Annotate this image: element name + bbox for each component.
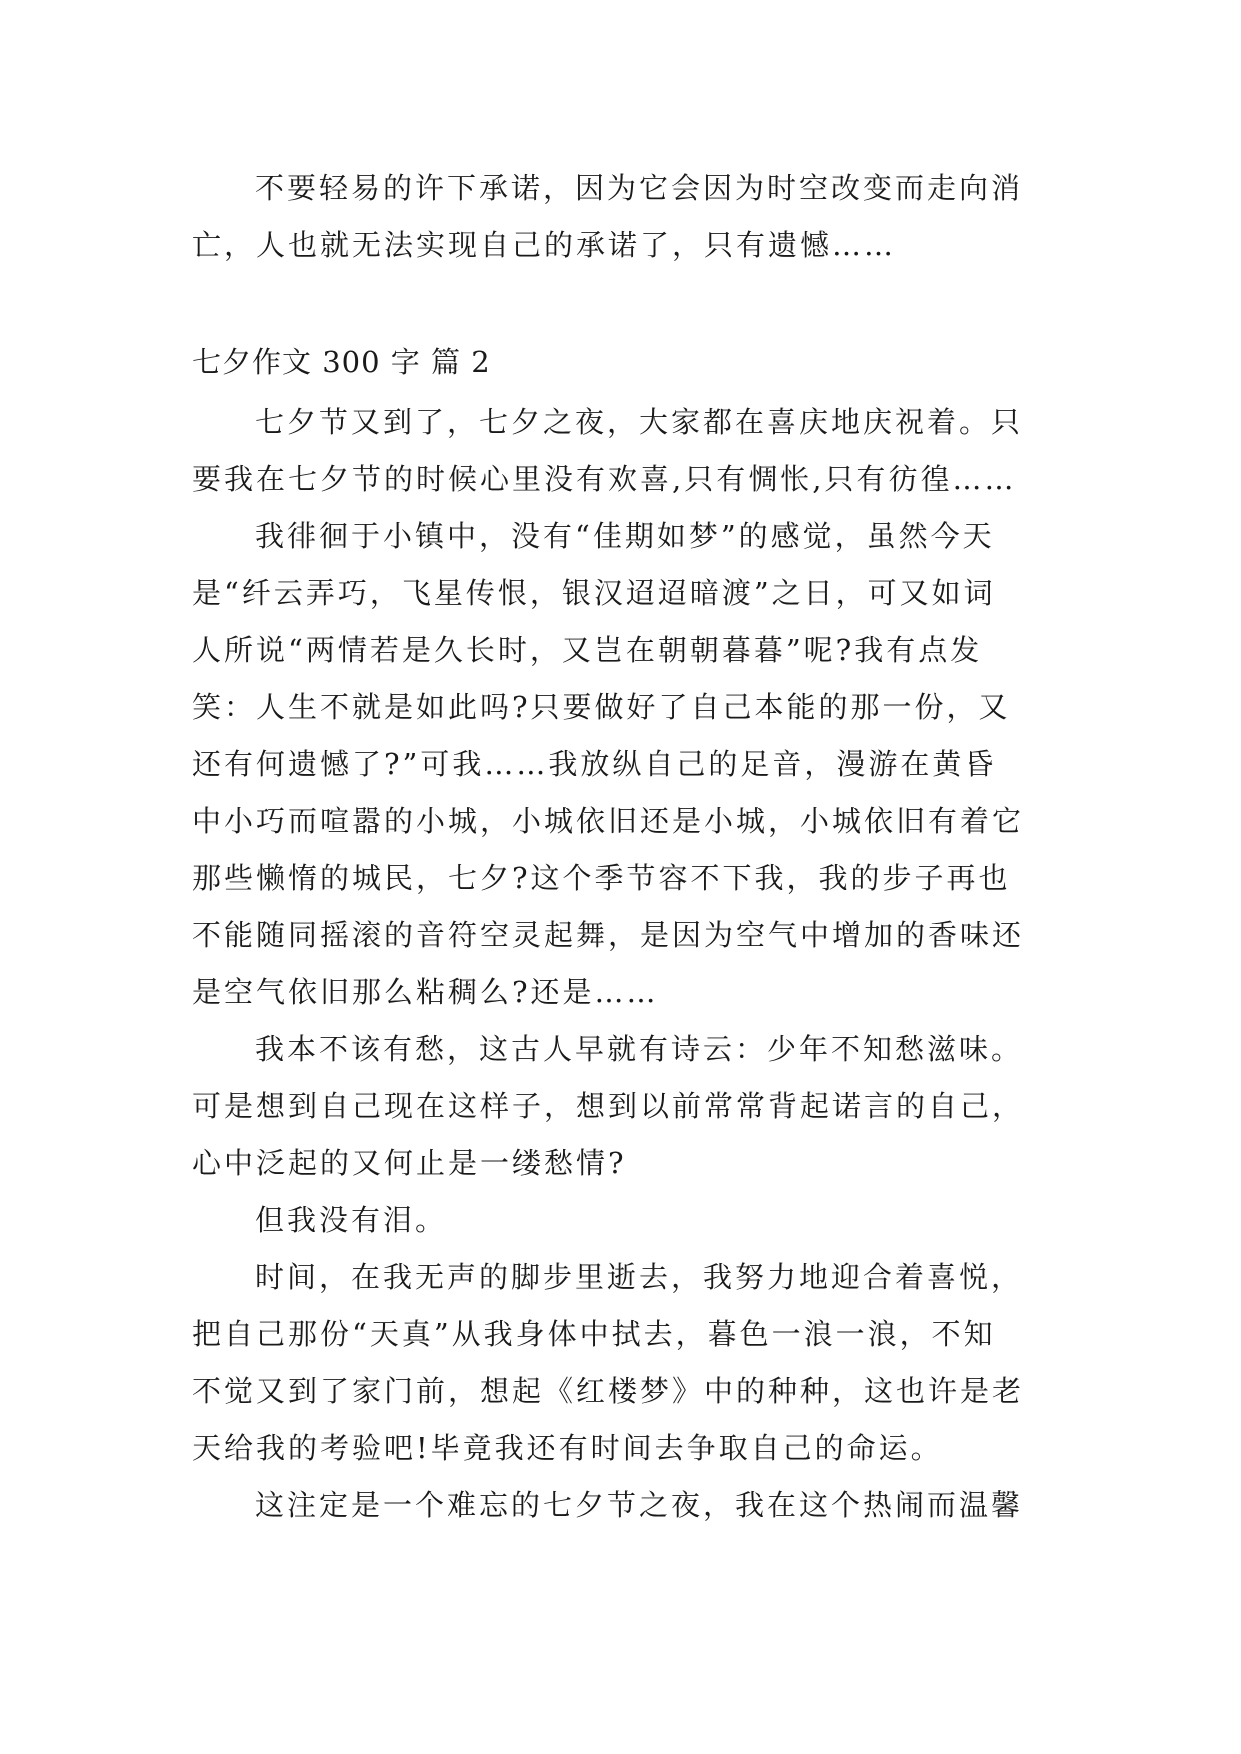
- text-line: 我徘徊于小镇中，没有“佳期如梦”的感觉，虽然今天: [255, 519, 995, 553]
- text-line: 是“纤云弄巧，飞星传恨，银汉迢迢暗渡”之日，可又如词: [192, 576, 996, 610]
- text-line: 不觉又到了家门前，想起《红楼梦》中的种种，这也许是老: [192, 1374, 1025, 1408]
- text-line: 心中泛起的又何止是一缕愁情?: [192, 1146, 627, 1180]
- paragraph-7: [192, 1477, 1054, 1534]
- text-line: 那些懒惰的城民，七夕?这个季节容不下我，我的步子再也: [192, 861, 1011, 895]
- section-heading: 七夕作文 300 字 篇 2: [192, 345, 491, 379]
- text-line: 七夕节又到了，七夕之夜，大家都在喜庆地庆祝着。只: [255, 405, 1024, 439]
- text-line: 但我没有泪。: [255, 1203, 448, 1237]
- text-line: 把自己那份“天真”从我身体中拭去，暮色一浪一浪，不知: [192, 1317, 996, 1351]
- paragraph-2: [192, 394, 1054, 508]
- paragraph-3: [192, 508, 1054, 1021]
- text-line: 不能随同摇滚的音符空灵起舞，是因为空气中增加的香味还: [192, 918, 1025, 952]
- paragraph-1: [192, 160, 1054, 274]
- text-line: 可是想到自己现在这样子，想到以前常常背起诺言的自己，: [192, 1089, 1025, 1123]
- text-line: 要我在七夕节的时候心里没有欢喜,只有惆怅,只有彷徨……: [192, 462, 1017, 496]
- text-line: 不要轻易的许下承诺，因为它会因为时空改变而走向消: [255, 171, 1024, 205]
- text-line: 时间，在我无声的脚步里逝去，我努力地迎合着喜悦，: [255, 1260, 1024, 1294]
- text-line: 亡，人也就无法实现自己的承诺了，只有遗憾……: [192, 228, 897, 262]
- text-line: 是空气依旧那么粘稠么?还是……: [192, 975, 659, 1009]
- text-line: 这注定是一个难忘的七夕节之夜，我在这个热闹而温馨: [255, 1488, 1024, 1522]
- text-line: 天给我的考验吧!毕竟我还有时间去争取自己的命运。: [192, 1431, 943, 1465]
- paragraph-4: [192, 1021, 1054, 1192]
- text-line: 人所说“两情若是久长时，又岂在朝朝暮暮”呢?我有点发: [192, 633, 983, 667]
- text-line: 我本不该有愁，这古人早就有诗云：少年不知愁滋味。: [255, 1032, 1024, 1066]
- text-line: 还有何遗憾了?”可我……我放纵自己的足音，漫游在黄昏: [192, 747, 997, 781]
- paragraph-6: [192, 1249, 1054, 1477]
- text-line: 中小巧而喧嚣的小城，小城依旧还是小城，小城依旧有着它: [192, 804, 1025, 838]
- paragraph-5: [192, 1192, 1054, 1249]
- text-line: 笑：人生不就是如此吗?只要做好了自己本能的那一份，又: [192, 690, 1011, 724]
- document-page: [192, 160, 1054, 1534]
